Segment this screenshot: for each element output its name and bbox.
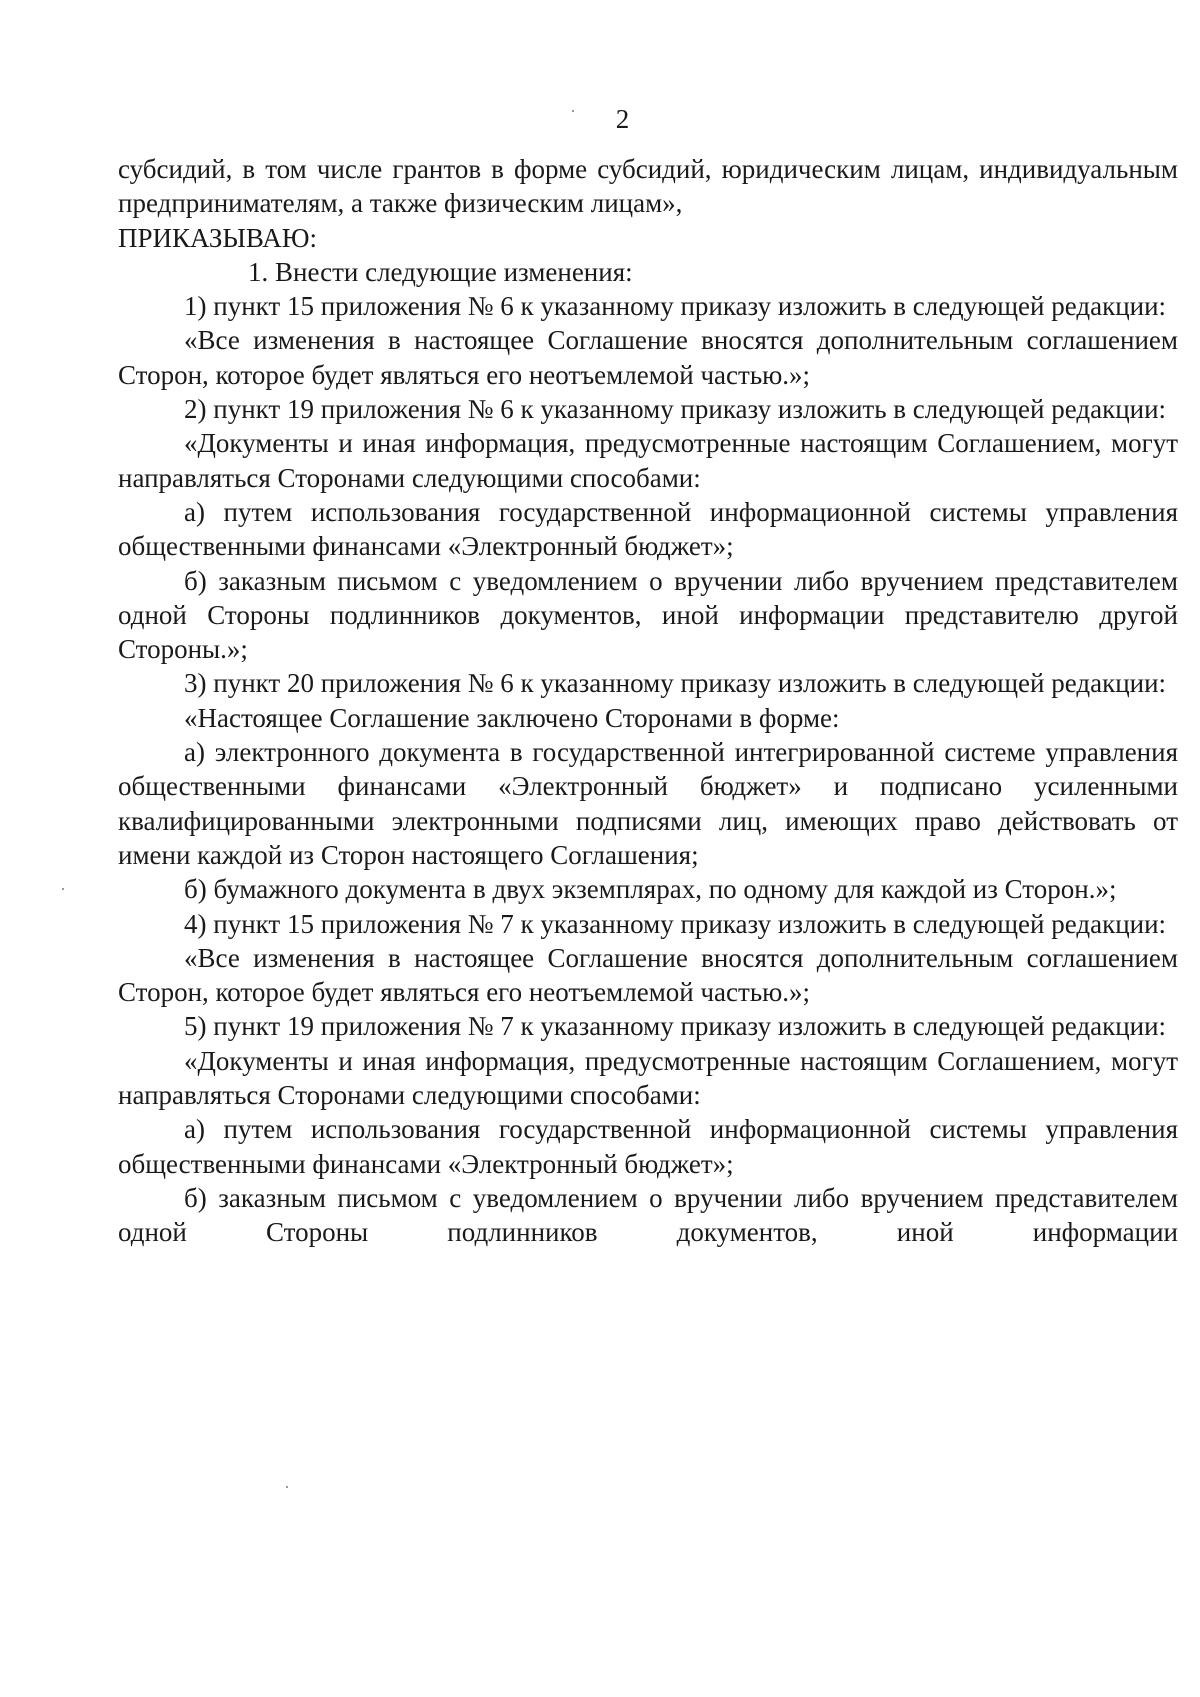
scan-speck xyxy=(286,1486,288,1488)
paragraph-subitem-a-3: а) путем использования государственной информационной системы управления общественными финансами «Электронный бюджет»; xyxy=(118,1114,1178,1179)
paragraph-subitem-a-2: а) электронного документа в государственной интегрированной системе управления общественными финансами «Электронный бюджет» и подписано усиленными квалифицированными электронными подписями лиц, имеющих право действовать от имени каждой из Сторон настоящего Соглашения; xyxy=(118,737,1178,870)
paragraph-quote-3: «Настоящее Соглашение заключено Сторонами в форме: xyxy=(184,702,840,733)
scan-speck xyxy=(572,110,574,112)
paragraph-item-2: 2) пункт 19 приложения № 6 к указанному приказу изложить в следующей редакции: xyxy=(184,394,1167,425)
document-body xyxy=(118,152,1178,1250)
scan-speck xyxy=(62,888,64,890)
paragraph-quote-4: «Все изменения в настоящее Соглашение вносятся дополнительным соглашением Сторон, которое будет являться его неотъемлемой частью.»; xyxy=(118,942,1178,1008)
paragraph-subitem-b-2: б) бумажного документа в двух экземплярах, по одному для каждой из Сторон.»; xyxy=(184,874,1117,905)
paragraph-preamble-continuation: субсидий, в том числе грантов в форме субсидий, юридическим лицам, индивидуальным предпринимателям, а также физическим лицам», xyxy=(118,154,1178,219)
paragraph-subitem-a-1: а) путем использования государственной информационной системы управления общественными финансами «Электронный бюджет»; xyxy=(118,496,1178,562)
paragraph-clause-1: 1. Внести следующие изменения: xyxy=(248,256,633,287)
paragraph-quote-5: «Документы и иная информация, предусмотренные настоящим Соглашением, могут направляться Сторонами следующими способами: xyxy=(118,1045,1178,1111)
paragraph-item-3: 3) пункт 20 приложения № 6 к указанному приказу изложить в следующей редакции: xyxy=(184,668,1167,699)
paragraph-quote-2: «Документы и иная информация, предусмотренные настоящим Соглашением, могут направляться Сторонами следующими способами: xyxy=(118,428,1178,493)
paragraph-subitem-b-1: б) заказным письмом с уведомлением о вручении либо вручением представителем одной Стороны подлинников документов, иной информации представителю другой Стороны.»; xyxy=(118,565,1178,665)
paragraph-item-4: 4) пункт 15 приложения № 7 к указанному приказу изложить в следующей редакции: xyxy=(184,908,1167,939)
order-heading: ПРИКАЗЫВАЮ: xyxy=(118,222,317,253)
page-number: 2 xyxy=(615,104,630,134)
paragraph-item-1: 1) пункт 15 приложения № 6 к указанному приказу изложить в следующей редакции: xyxy=(184,291,1167,322)
paragraph-item-5: 5) пункт 19 приложения № 7 к указанному приказу изложить в следующей редакции: xyxy=(184,1011,1167,1042)
paragraph-quote-1: «Все изменения в настоящее Соглашение вносятся дополнительным соглашением Сторон, которое будет являться его неотъемлемой частью.»; xyxy=(118,325,1178,390)
paragraph-subitem-b-3: б) заказным письмом с уведомлением о вручении либо вручением представителем одной Стороны подлинников документов, иной информации xyxy=(118,1182,1178,1248)
